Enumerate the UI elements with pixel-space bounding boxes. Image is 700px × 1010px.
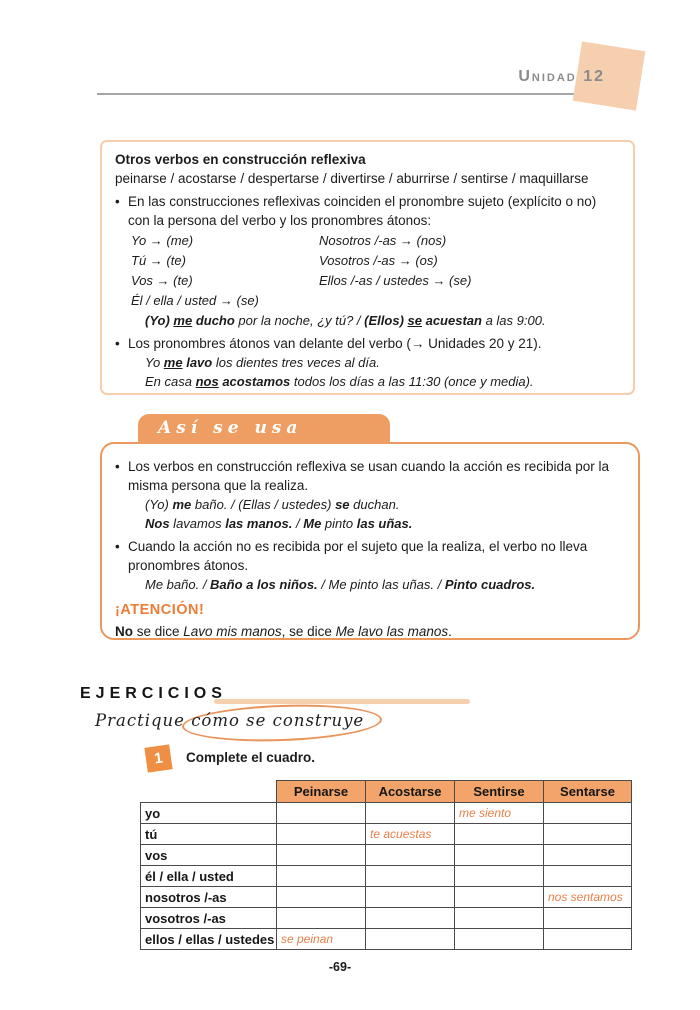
pronoun-chart [131, 231, 620, 311]
pronoun-line: Nosotros /-as → (nos) [319, 233, 447, 248]
example-sentence [145, 372, 620, 391]
grammar-box-title: Otros verbos en construcción reflexiva [115, 152, 366, 167]
example-sentence [145, 514, 626, 533]
text-segment: se dice [133, 624, 184, 639]
practique-line [95, 711, 364, 730]
text-segment: / Me pinto las uñas. / [317, 577, 445, 592]
table-header-row [141, 781, 632, 803]
exercises-heading: EJERCICIOS [80, 685, 227, 702]
table-cell[interactable]: se peinan [277, 929, 366, 950]
table-cell[interactable] [366, 803, 455, 824]
text-segment: En casa [145, 374, 196, 389]
text-segment: Pinto cuadros. [444, 577, 536, 592]
row-label: él / ella / usted [141, 866, 277, 887]
text-segment: Nos [145, 516, 170, 531]
text-segment: acuestan [421, 313, 482, 328]
bullet-text: Los pronombres átonos van delante del verbo (→ Unidades 20 y 21). [128, 336, 542, 351]
pronoun-line: Vosotros /-as → (os) [319, 253, 438, 268]
table-row [141, 845, 632, 866]
text-segment: las manos. [225, 516, 293, 531]
table-cell[interactable] [366, 908, 455, 929]
text-segment: duchan. [349, 497, 400, 512]
text-segment: Me lavo las manos [335, 624, 449, 639]
circled-text: cómo se construye [191, 711, 365, 730]
row-label: tú [141, 824, 277, 845]
reflexive-verbs-list: peinarse / acostarse / despertarse / divertirse / aburrirse / sentirse / maquillarse [115, 171, 589, 186]
table-row [141, 929, 632, 950]
attention-heading: ¡ATENCIÓN! [115, 602, 205, 618]
table-cell[interactable] [277, 824, 366, 845]
example-sentence [145, 311, 620, 330]
table-row [141, 866, 632, 887]
row-label: nosotros /-as [141, 887, 277, 908]
text-segment: (Ellos) [364, 313, 408, 328]
table-cell[interactable]: nos sentamos [544, 887, 632, 908]
text-segment: se [335, 497, 350, 512]
text-segment: Me baño. / [145, 577, 211, 592]
pronoun-line: Tú → (te) [131, 253, 186, 268]
row-label: ellos / ellas / ustedes [141, 929, 277, 950]
bullet-text: Los verbos en construcción reflexiva se usan cuando la acción es recibida por la misma persona que la realiza. [128, 459, 610, 493]
bullet-point [115, 192, 620, 230]
table-header-ghost-cell [141, 781, 277, 803]
text-segment: se [407, 313, 422, 328]
pronoun-column-left [131, 231, 319, 311]
row-label: vos [141, 845, 277, 866]
table-cell[interactable] [544, 866, 632, 887]
column-header: Sentirse [455, 781, 544, 803]
text-segment: nos [195, 374, 219, 389]
page-number: -69- [328, 960, 352, 974]
row-label: yo [141, 803, 277, 824]
unit-title: Unidad 12 [518, 68, 605, 85]
bullet-point [115, 457, 626, 495]
usage-box [100, 442, 640, 640]
bullet-dot: • [115, 336, 120, 351]
column-header: Sentarse [544, 781, 632, 803]
text-segment: . [448, 624, 452, 639]
row-label: vosotros /-as [141, 908, 277, 929]
text-segment: pinto [321, 516, 357, 531]
text-segment: a las 9:00. [481, 313, 546, 328]
table-cell[interactable] [544, 929, 632, 950]
bullet-dot: • [115, 194, 120, 209]
pronoun-line: Él / ella / usted → (se) [131, 293, 259, 308]
text-segment: las uñas. [356, 516, 413, 531]
attention-note [115, 622, 626, 641]
pronoun-line: Vos → (te) [131, 273, 193, 288]
conjugation-table [140, 780, 632, 950]
heading-underline-bar [214, 699, 470, 704]
table-cell[interactable] [366, 929, 455, 950]
text-segment: acostamos [218, 374, 291, 389]
pronoun-line: Ellos /-as / ustedes → (se) [319, 273, 472, 288]
bullet-text: Cuando la acción no es recibida por el sujeto que la realiza, el verbo no lleva pronombres átonos. [128, 539, 588, 573]
text-segment: baño. / (Ellas / ustedes) [191, 497, 336, 512]
example-sentence [145, 495, 626, 514]
table-cell[interactable] [544, 845, 632, 866]
text-segment: ducho [192, 313, 235, 328]
bullet-text: En las construcciones reflexivas coinciden el pronombre sujeto (explícito o no) con la persona del verbo y los pronombres átonos: [128, 194, 597, 228]
table-cell[interactable] [544, 803, 632, 824]
example-sentence [145, 353, 620, 372]
table-cell[interactable] [277, 866, 366, 887]
column-header: Acostarse [366, 781, 455, 803]
text-segment: los dientes tres veces al día. [212, 355, 380, 370]
text-segment: Yo [145, 355, 164, 370]
text-segment: No [115, 624, 133, 639]
text-segment: Baño a los niños. [210, 577, 318, 592]
table-cell[interactable] [277, 887, 366, 908]
grammar-box [100, 140, 635, 395]
table-cell[interactable] [277, 803, 366, 824]
table-cell[interactable] [455, 845, 544, 866]
text-segment: (Yo) [145, 313, 174, 328]
text-segment: , se dice [281, 624, 336, 639]
bullet-dot: • [115, 459, 120, 474]
text-segment: Me [303, 516, 322, 531]
table-cell[interactable]: me siento [455, 803, 544, 824]
text-segment: me [173, 313, 193, 328]
text-segment: por la noche, ¿y tú? / [234, 313, 365, 328]
exercise-number-badge: 1 [144, 744, 172, 772]
text-segment: / [292, 516, 304, 531]
table-cell[interactable]: te acuestas [366, 824, 455, 845]
text-segment: todos los días a las 11:30 (once y media). [290, 374, 534, 389]
table-cell[interactable] [455, 908, 544, 929]
table-cell[interactable] [366, 866, 455, 887]
text-segment: Practique [95, 711, 192, 730]
column-header: Peinarse [277, 781, 366, 803]
text-segment: Lavo mis manos [183, 624, 282, 639]
text-segment: lavamos [169, 516, 226, 531]
table-cell[interactable] [455, 824, 544, 845]
table-cell[interactable] [277, 908, 366, 929]
text-segment: me [163, 355, 183, 370]
table-row [141, 887, 632, 908]
table-row [141, 908, 632, 929]
table-cell[interactable] [544, 824, 632, 845]
pronoun-line: Yo → (me) [131, 233, 194, 248]
usage-tab: Así se usa [138, 414, 390, 444]
bullet-dot: • [115, 539, 120, 554]
table-cell[interactable] [455, 929, 544, 950]
table-cell[interactable] [544, 908, 632, 929]
table-row [141, 803, 632, 824]
text-segment: lavo [182, 355, 213, 370]
pronoun-column-right [319, 231, 620, 311]
table-cell[interactable] [366, 887, 455, 908]
example-sentence [145, 575, 626, 594]
table-cell[interactable] [455, 887, 544, 908]
bullet-point [115, 334, 620, 353]
text-segment: me [172, 497, 192, 512]
text-segment: (Yo) [145, 497, 173, 512]
table-row [141, 824, 632, 845]
table-cell[interactable] [277, 845, 366, 866]
bullet-point [115, 537, 626, 575]
exercise-instruction: Complete el cuadro. [186, 750, 316, 765]
table-cell[interactable] [455, 866, 544, 887]
header-rule [97, 93, 608, 95]
table-cell[interactable] [366, 845, 455, 866]
